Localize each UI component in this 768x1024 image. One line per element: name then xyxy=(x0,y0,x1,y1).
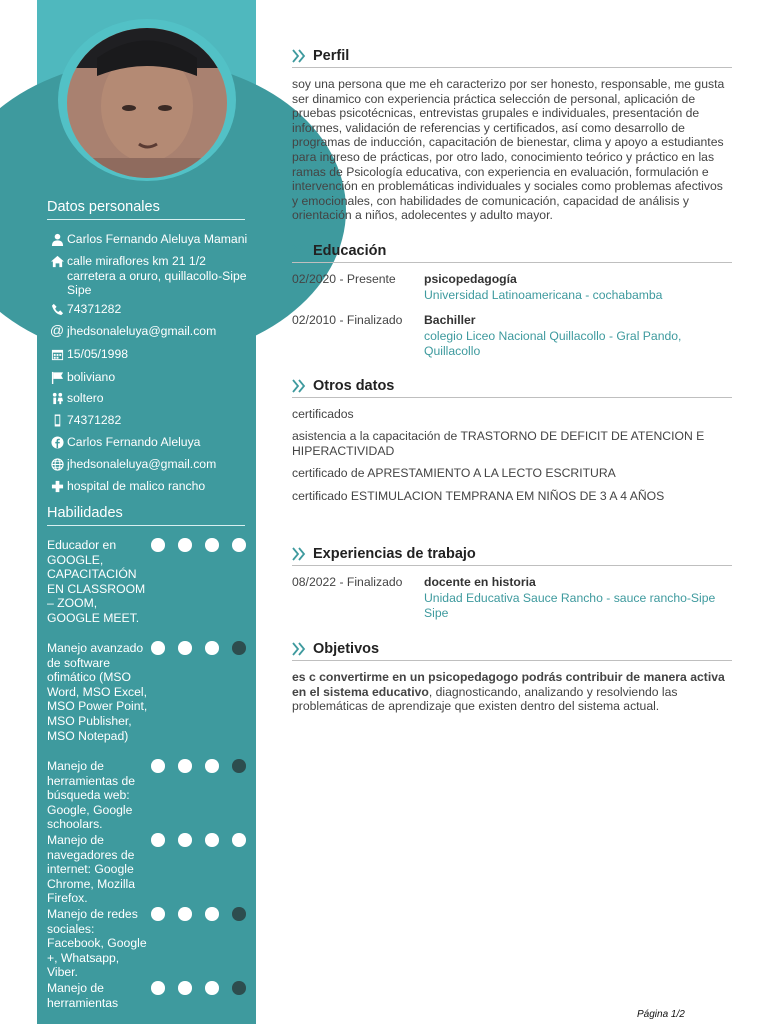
section-title: Educación xyxy=(313,243,387,259)
skill-dot xyxy=(178,907,192,921)
personal-data-title: Datos personales xyxy=(47,199,245,220)
section-educacion-header xyxy=(292,242,732,263)
section-perfil-header xyxy=(292,47,732,68)
section-title: Objetivos xyxy=(313,641,380,657)
education-date: 02/2020 - Presente xyxy=(292,272,396,286)
objetivos-bold: es c convertirme en un psicopedagogo podrás contribuir de manera activa en el sistema educativo xyxy=(292,670,725,699)
skill-dot xyxy=(178,538,192,552)
flag-icon xyxy=(49,370,65,385)
skill-dot xyxy=(151,833,165,847)
personal-birthdate xyxy=(49,347,249,362)
objetivos-rest: , diagnosticando, analizando y resolviendo las problemáticas de aprendizaje que existen dentro del sistema actual. xyxy=(292,684,678,714)
skill-dot xyxy=(205,981,219,995)
skill-dot xyxy=(205,907,219,921)
education-institution: colegio Liceo Nacional Quillacollo - Gral Pando, Quillacollo xyxy=(424,329,682,358)
education-institution: Universidad Latinoamericana - cochabamba xyxy=(424,288,663,302)
section-objetivos-header xyxy=(292,640,732,661)
perfil-text: soy una persona que me eh caracterizo por ser honesto, responsable, me gusta ser dinamico con experiencia práctica selección de personal, aplicación de pruebas psicotécnicas, entrevistas grupales e individuales, presentación de informes, validación de referencias y certificados, así como desarrollo de programas de inducción, capacitación de bienestar, clima y apoyo a estudiantes para ingreso de prácticas, por otro lado, conocimiento teórico y práctico en las ramas de Psicología educativa, con experiencia en evaluación, formulación e intervención en problemáticas individuales y sociales como problemas afectivos y emocionales, con habilidades de comunicación, capacidad de análisis y orientación a niños, adolecentes y adulto mayor. xyxy=(292,77,725,223)
home-icon xyxy=(49,254,65,298)
section-title: Perfil xyxy=(313,48,350,64)
skill-level xyxy=(151,538,246,552)
calendar-icon xyxy=(49,347,65,362)
skill-dot xyxy=(151,981,165,995)
skill-dot xyxy=(232,538,246,552)
couple-icon xyxy=(49,391,65,406)
education-date: 02/2010 - Finalizado xyxy=(292,313,403,327)
skills-title: Habilidades xyxy=(47,505,245,526)
personal-civil-status-text: soltero xyxy=(67,391,104,405)
personal-name-text: Carlos Fernando Aleluya Mamani xyxy=(67,232,248,246)
skill-dot xyxy=(151,907,165,921)
skill-dot xyxy=(151,759,165,773)
skill-dot xyxy=(232,833,246,847)
skill-dot xyxy=(151,538,165,552)
experience-title: docente en historia xyxy=(424,575,536,589)
personal-facebook-text: Carlos Fernando Aleluya xyxy=(67,435,201,449)
personal-name xyxy=(49,232,249,247)
personal-phone-text: 74371282 xyxy=(67,302,122,316)
facebook-icon xyxy=(49,435,65,450)
double-chevron-icon xyxy=(292,379,306,393)
skill-dot xyxy=(232,907,246,921)
skill-level xyxy=(151,759,246,773)
skill-item: Manejo de redes sociales: Facebook, Google +, Whatsapp, Viber. xyxy=(47,907,147,980)
skill-item: Educador en GOOGLE, CAPACITACIÓN EN CLASSROOM – ZOOM, GOOGLE MEET. xyxy=(47,538,146,625)
skill-item: Manejo de herramientas xyxy=(47,981,119,1010)
skill-level xyxy=(151,833,246,847)
personal-nationality-text: boliviano xyxy=(67,370,116,384)
personal-web xyxy=(49,457,249,472)
otros-item: asistencia a la capacitación de TRASTORNO DE DEFICIT DE ATENCION E HIPERACTIVIDAD xyxy=(292,429,705,458)
skill-level xyxy=(151,907,246,921)
skill-item: Manejo de herramientas de búsqueda web: Google, Google schoolars. xyxy=(47,759,136,832)
skill-dot xyxy=(232,981,246,995)
otros-item: certificados xyxy=(292,407,354,421)
skill-dot xyxy=(178,833,192,847)
personal-health xyxy=(49,479,249,494)
otros-item: certificado de APRESTAMIENTO A LA LECTO ESCRITURA xyxy=(292,466,616,480)
personal-mobile-text: 74371282 xyxy=(67,413,122,427)
personal-mobile xyxy=(49,413,249,428)
personal-email xyxy=(49,324,249,339)
experience-institution: Unidad Educativa Sauce Rancho - sauce rancho-Sipe Sipe xyxy=(424,591,716,620)
globe-icon xyxy=(49,457,65,472)
personal-phone xyxy=(49,302,249,317)
person-icon xyxy=(49,232,65,247)
skill-item: Manejo avanzado de software ofimático (MSO Word, MSO Excel, MSO Power Point, MSO Publisher, MSO Notepad) xyxy=(47,641,148,743)
phone-icon xyxy=(49,302,65,317)
skill-item: Manejo de navegadores de internet: Google Chrome, Mozilla Firefox. xyxy=(47,833,136,906)
section-otros-header xyxy=(292,377,732,398)
double-chevron-icon xyxy=(292,244,306,258)
objetivos-text xyxy=(292,670,732,714)
plus-icon xyxy=(49,479,65,494)
section-title: Otros datos xyxy=(313,378,395,394)
personal-web-text: jhedsonaleluya@gmail.com xyxy=(67,457,217,471)
skill-level xyxy=(151,641,246,655)
skill-dot xyxy=(178,981,192,995)
personal-birthdate-text: 15/05/1998 xyxy=(67,347,128,361)
personal-civil-status xyxy=(49,391,249,406)
education-title: psicopedagogía xyxy=(424,272,517,286)
skill-dot xyxy=(205,759,219,773)
education-title: Bachiller xyxy=(424,313,476,327)
skill-dot xyxy=(232,641,246,655)
sidebar xyxy=(37,0,256,1024)
at-icon: @ xyxy=(49,322,65,338)
personal-address xyxy=(49,254,249,298)
skill-dot xyxy=(205,833,219,847)
personal-email-text: jhedsonaleluya@gmail.com xyxy=(67,324,217,338)
double-chevron-icon xyxy=(292,547,306,561)
personal-facebook xyxy=(49,435,249,450)
personal-health-text: hospital de malico rancho xyxy=(67,479,206,493)
skill-dot xyxy=(205,538,219,552)
personal-address-text: calle miraflores km 21 1/2 carretera a oruro, quillacollo-Sipe Sipe xyxy=(67,254,247,297)
section-title: Experiencias de trabajo xyxy=(313,546,476,562)
page-number: Página 1/2 xyxy=(637,1009,685,1020)
otros-item: certificado ESTIMULACION TEMPRANA EM NIÑOS DE 3 A 4 AÑOS xyxy=(292,489,665,503)
experience-date: 08/2022 - Finalizado xyxy=(292,575,403,589)
skill-dot xyxy=(178,759,192,773)
profile-photo xyxy=(67,28,227,178)
skill-dot xyxy=(232,759,246,773)
double-chevron-icon xyxy=(292,642,306,656)
double-chevron-icon xyxy=(292,49,306,63)
skill-dot xyxy=(151,641,165,655)
skill-level xyxy=(151,981,246,995)
skill-dot xyxy=(178,641,192,655)
personal-nationality xyxy=(49,370,249,385)
skill-dot xyxy=(205,641,219,655)
section-experiencia-header xyxy=(292,545,732,566)
mobile-icon xyxy=(49,413,65,428)
